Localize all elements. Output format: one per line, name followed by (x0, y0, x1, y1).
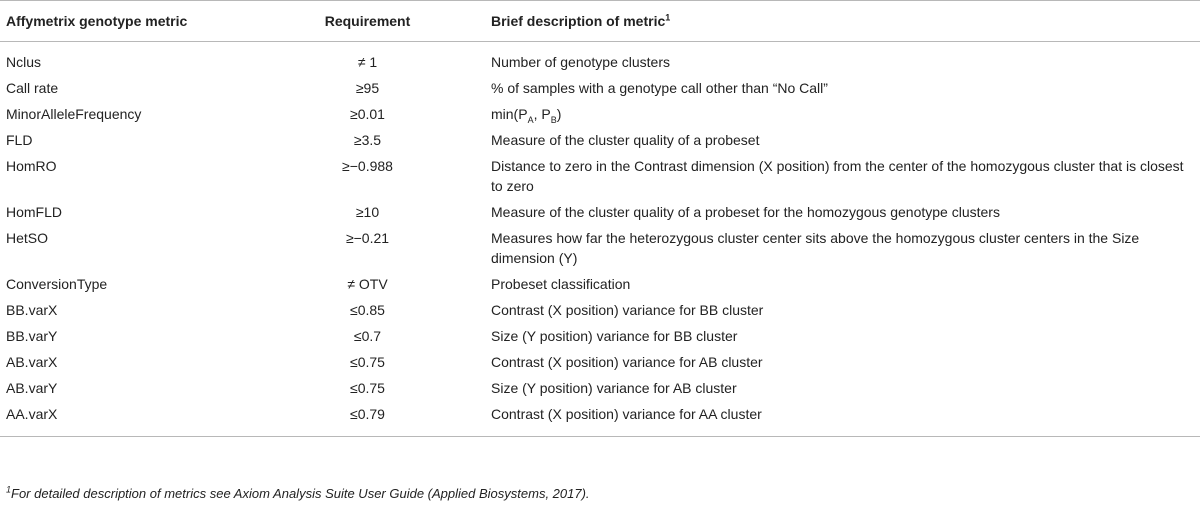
footnote-text: For detailed description of metrics see Axiom Analysis Suite User Guide (Applied Biosystems, 2017). (11, 486, 590, 501)
metric-cell: BB.varY (6, 328, 58, 344)
description-cell: Number of genotype clusters (491, 54, 670, 70)
table-row (0, 127, 1200, 153)
table-row (0, 375, 1200, 401)
description-cell: Contrast (X position) variance for AA cluster (491, 406, 762, 422)
requirement-cell: ≥95 (355, 80, 380, 96)
header-requirement (250, 1, 485, 42)
requirement-cell: ≤0.75 (350, 380, 385, 396)
requirement-cell: ≥3.5 (353, 132, 382, 148)
maf-mid: , P (533, 106, 551, 122)
requirement-cell: ≤0.75 (350, 354, 385, 370)
description-cell: Measure of the cluster quality of a probeset for the homozygous genotype clusters (491, 204, 1000, 220)
requirement-cell: ≥0.01 (350, 106, 385, 122)
footnote-marker: 1 (6, 484, 12, 495)
description-cell (485, 101, 1200, 127)
header-row (0, 1, 1200, 42)
table-row (0, 101, 1200, 127)
requirement-cell: ≥−0.988 (342, 158, 393, 174)
metric-cell: HomRO (6, 158, 57, 174)
description-cell: Size (Y position) variance for BB cluster (491, 328, 738, 344)
description-cell: Measure of the cluster quality of a probeset (491, 132, 760, 148)
maf-subscript-a: A (527, 114, 534, 125)
requirement-cell: ≠ OTV (347, 276, 388, 292)
description-cell: Distance to zero in the Contrast dimension (X position) from the center of the homozygous cluster that is closest to zero (491, 158, 1184, 194)
metric-cell: MinorAlleleFrequency (6, 106, 142, 122)
table-body (0, 42, 1200, 437)
table-row (0, 349, 1200, 375)
requirement-cell: ≤0.85 (350, 302, 385, 318)
table-row (0, 401, 1200, 437)
table-row (0, 153, 1200, 199)
metric-cell: BB.varX (6, 302, 58, 318)
table-row (0, 199, 1200, 225)
header-metric-label: Affymetrix genotype metric (6, 13, 188, 29)
description-cell: Measures how far the heterozygous cluster center sits above the homozygous cluster centers in the Size dimension (Y) (491, 230, 1140, 266)
metric-cell: AB.varY (6, 380, 58, 396)
table-row (0, 297, 1200, 323)
table-row (0, 42, 1200, 76)
requirement-cell: ≥10 (355, 204, 380, 220)
requirement-cell: ≠ 1 (357, 54, 378, 70)
requirement-cell: ≤0.7 (353, 328, 382, 344)
header-description-label: Brief description of metric (491, 13, 666, 29)
header-requirement-label: Requirement (324, 13, 411, 29)
table-footnote (6, 486, 590, 501)
description-cell: % of samples with a genotype call other than “No Call” (491, 80, 828, 96)
metric-cell: FLD (6, 132, 33, 148)
metric-cell: HetSO (6, 230, 49, 246)
maf-subscript-b: B (550, 114, 557, 125)
table-row (0, 271, 1200, 297)
metric-cell: Call rate (6, 80, 59, 96)
table-row (0, 323, 1200, 349)
metric-cell: HomFLD (6, 204, 63, 220)
header-metric (0, 1, 250, 42)
table-row (0, 75, 1200, 101)
requirement-cell: ≤0.79 (350, 406, 385, 422)
metric-cell: AA.varX (6, 406, 58, 422)
maf-prefix: min(P (491, 106, 528, 122)
table-header (0, 1, 1200, 42)
header-description (485, 1, 1200, 42)
description-cell: Contrast (X position) variance for BB cluster (491, 302, 764, 318)
table-row (0, 225, 1200, 271)
metric-cell: Nclus (6, 54, 42, 70)
description-cell: Contrast (X position) variance for AB cluster (491, 354, 763, 370)
description-cell: Probeset classification (491, 276, 631, 292)
header-footnote-marker: 1 (665, 12, 671, 23)
metric-cell: AB.varX (6, 354, 58, 370)
requirement-cell: ≥−0.21 (345, 230, 390, 246)
maf-suffix: ) (556, 106, 562, 122)
description-cell: Size (Y position) variance for AB cluster (491, 380, 737, 396)
metric-cell: ConversionType (6, 276, 108, 292)
